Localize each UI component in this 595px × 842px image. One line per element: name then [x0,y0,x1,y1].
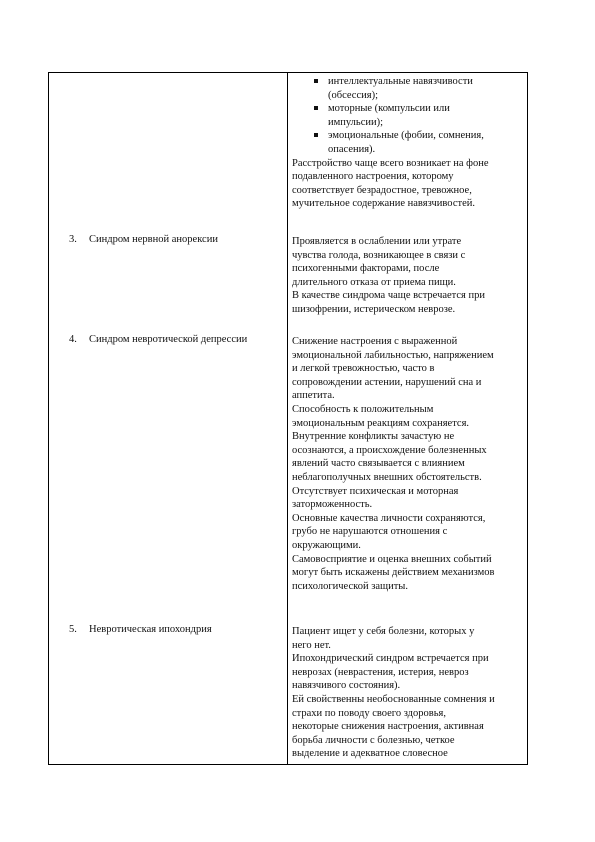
bullet-line: моторные (компульсии или [328,103,450,115]
text-line: борьба личности с болезнью, четкое [292,734,455,746]
text-line: В качестве синдрома чаще встречается при [292,290,485,302]
text-line: Отсутствует психическая и моторная [292,485,459,497]
text-line: мучительное содержание навязчивостей. [292,198,475,210]
text-line: Ипохондрический синдром встречается при [292,653,489,665]
text-line: некоторые снижения настроения, активная [292,721,484,733]
bullet-item [292,102,524,129]
text-line: выделение и адекватное словесное [292,748,448,760]
text-line: эмоциональной лабильностью, напряжением [292,349,494,361]
text-line: навязчивого состояния). [292,680,401,692]
text-line: шизофрении, истерическом неврозе. [292,303,456,315]
text-line: окружающими. [292,539,361,551]
row-number: 3. [69,234,77,245]
text-line: сопровождении астении, нарушений сна и [292,376,482,388]
text-line: страхи по поводу своего здоровья, [292,707,446,719]
syndrome-description-cell [292,625,524,761]
syndrome-name: Синдром невротической депрессии [89,334,248,345]
bullet-line: (обсессия); [328,89,378,101]
square-bullet-icon [314,133,318,137]
text-line: Внутренние конфликты зачастую не [292,431,455,443]
bullet-line: импульсии); [328,116,384,128]
row-number: 5. [69,624,77,635]
bullet-line: эмоциональные (фобии, сомнения, [328,130,484,142]
symptom-table [48,72,528,765]
text-line: Способность к положительным [292,403,434,415]
text-line: заторможенность. [292,499,373,511]
bullet-item [292,75,524,102]
text-line: психогенными факторами, после [292,263,440,275]
text-line: могут быть искажены действием механизмов [292,567,495,579]
syndrome-name: Синдром нервной анорексии [89,234,218,245]
text-line: Основные качества личности сохраняются, [292,512,486,524]
row-number: 4. [69,334,77,345]
text-line: неблагополучных внешних обстоятельств. [292,471,482,483]
text-line: Ей свойственны необоснованные сомнения и [292,693,495,705]
text-line: явлений часто связывается с влиянием [292,458,465,470]
text-line: Пациент ищет у себя болезни, которых у [292,626,475,637]
text-line: осознаются, а происхождение болезненных [292,444,487,456]
syndrome-name-cell [49,333,287,346]
text-line: Самовосприятие и оценка внешних событий [292,553,492,565]
bullet-item [292,129,524,156]
syndrome-name-cell [49,623,287,636]
syndrome-description-cell [292,335,524,593]
syndrome-name: Невротическая ипохондрия [89,624,212,635]
text-line: соответствует безрадостное, тревожное, [292,184,472,196]
text-line: длительного отказа от приема пищи. [292,276,456,288]
bullet-line: опасения). [328,143,376,155]
square-bullet-icon [314,106,318,110]
square-bullet-icon [314,79,318,83]
bullet-line: интеллектуальные навязчивости [328,76,473,87]
text-line: аппетита. [292,390,335,402]
cell-description-continued [292,75,524,211]
text-line: психологической защиты. [292,580,408,592]
syndrome-description-cell [292,235,524,317]
text-line: подавленного настроения, которому [292,171,454,183]
syndrome-name-cell [49,233,287,246]
text-line: грубо не нарушаются отношения с [292,526,448,538]
text-line: и легкой тревожностью, часто в [292,363,435,375]
column-divider [287,73,288,764]
text-line: Расстройство чаще всего возникает на фоне [292,157,489,169]
text-line: эмоциональным реакциям сохраняется. [292,417,470,429]
text-line: него нет. [292,639,331,651]
text-line: Снижение настроения с выраженной [292,336,458,347]
text-line: неврозах (неврастения, истерия, невроз [292,666,469,678]
text-line: Проявляется в ослаблении или утрате [292,236,462,247]
text-line: чувства голода, возникающее в связи с [292,249,466,261]
